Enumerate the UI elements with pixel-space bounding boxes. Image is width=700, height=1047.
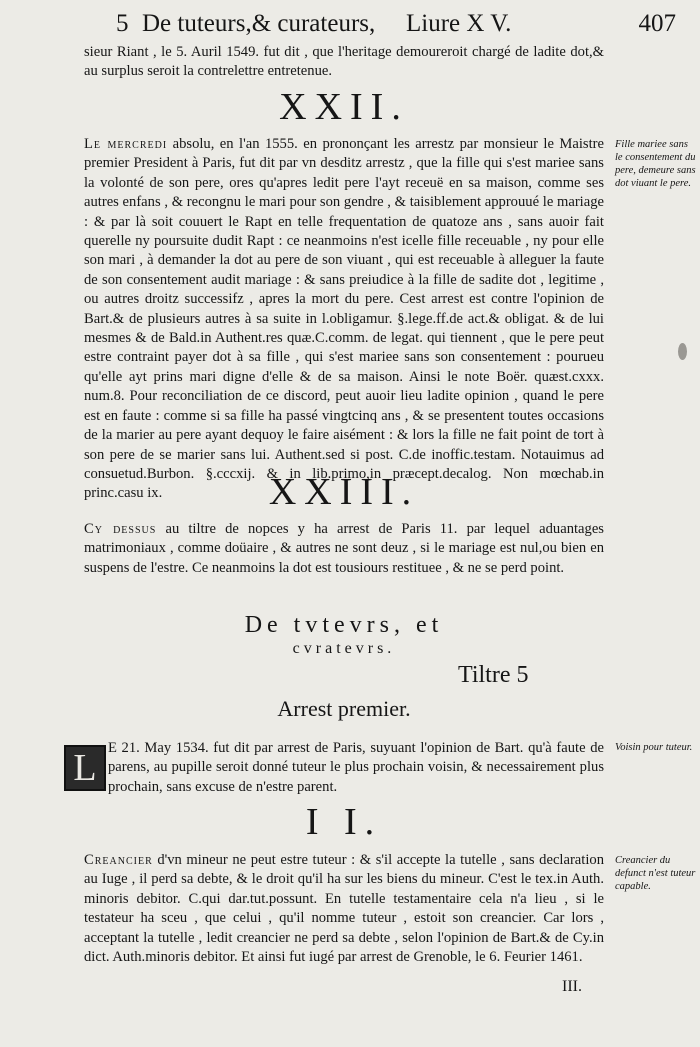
page-number: 407 <box>638 10 676 37</box>
intro-paragraph: sieur Riant , le 5. Auril 1549. fut dit , que l'heritage demoureroit chargé de ladite dot,& au surplus seroit la contrelettre entretenue. <box>84 44 604 80</box>
arrest-premier-paragraph: E 21. May 1534. fut dit par arrest de Paris, suyuant l'opinion de Bart. qu'à faute de parens, au pupille seroit donné tuteur le plus prochain voisin, & necessairement plus prochain, sans excuse de n'estre parent. <box>108 740 604 795</box>
book-number: Liure X V. <box>406 10 512 37</box>
tutelle-title: De tvtevrs, et <box>244 612 444 638</box>
margin-note-creancier: Creancier du defunct n'est tuteur capable. <box>615 855 696 892</box>
tutelle-subtitle: cvratevrs. <box>292 640 396 657</box>
section-ii-lead: Creancier <box>84 852 153 868</box>
page-mark <box>678 343 687 360</box>
section-xxii-text: absolu, en l'an 1555. en prononçant les arrestz par monsieur le Maistre premier President à Paris, fut dit par vn desditz arrestz , que la fille qui s'est mariee sans la volonté de son pere, ores qu'apres ledit pere l'ayt receuë en sa maison, comme ses autres enfans , & recongnu le mari pour son gendre , & taisiblement approuué le mariage : & par là soit couuert le Rapt en telle frequentation de quatoze ans , sans auoir fait querelle ny poursuite dudit Rapt : ce neanmoins n'est icelle fille receuable , ny pour elle son mari , à demander la dot au pere de son viuant , qui est receuable à alleguer la faute de son consentement audit mariage : & sans preiudice à la fille de sadite dot , legitime , ou autres droitz successifz , apres la mort du pere. Cest arrest est contre l'opinion de Bart.& de plusieurs autres à sa suite in l.obligamur. §.lege.ff.de act.& obligat. & de lui mesmes & de Bald.in Authent.res quæ.C.comm. de legat. qui tiennent , que le pere peut estre contraint payer dot à sa fille , qui s'est mariee sans son consentement : pourueu qu'elle ayt prins mari digne d'elle & de sa maison. Ainsi le note Boër. quæst.cxxx. num.8. Pour reconciliation de ce discord, peut auoir lieu ladite opinion , quand le pere est en faute : comme si sa fille ha passé vingtcinq ans , & se presentent toutes occasions de la marier au pere ayant dequoy le faire aisément : & lors la fille ne fait point de tort à son pere de se marier sans lui. Authent.sed si post. C.de inoffic.testam. Notauimus ad consuetud.Burbon. §.cccxij. & in lib.primo,in præcept.decalog. Non mœchab.in princ.casu ix. <box>84 136 604 502</box>
section-ii-paragraph <box>84 851 604 967</box>
section-numeral-xxii: XXII. <box>279 86 409 128</box>
dropcap-letter: L <box>64 745 106 791</box>
section-numeral-xxiii: XXIII. <box>268 471 420 513</box>
section-xxiii-lead: Cy dessus <box>84 521 157 537</box>
section-numeral-ii: I I. <box>305 801 383 843</box>
section-xxiii-text: au tiltre de nopces y ha arrest de Paris 11. par lequel aduantages matrimoniaux , comme doüaire , & autres ne sont deuz , si le mariage est nul,ou bien en suspens de l'estre. Ce neanmoins la dot est tousiours restituee , & ne se perd point. <box>84 521 604 576</box>
section-xxii-lead: Le mercredi <box>84 136 168 152</box>
section-xxii-paragraph <box>84 135 604 504</box>
arrest-premier-heading: Arrest premier. <box>277 696 411 721</box>
section-xxiii-paragraph <box>84 520 604 578</box>
margin-note-fille: Fille mariee sans le consentement du pere, demeure sans dot viuant le pere. <box>615 139 696 189</box>
tiltre-label: Tiltre 5 <box>458 662 529 688</box>
title-number: 5 <box>116 10 129 37</box>
running-title: De tuteurs,& curateurs, <box>142 10 376 37</box>
margin-note-voisin: Voisin pour tuteur. <box>615 742 693 753</box>
section-ii-text: d'vn mineur ne peut estre tuteur : & s'il accepte la tutelle , sans declaration au Iuge , il perd sa debte, & le droit qu'il ha sur les biens du mineur. C'est le tex.in Auth. minoris debitor. C.qui dar.tut.possunt. En tutelle testamentaire cela n'a lieu , si le testateur ha sceu , que celui , qu'il nomme tuteur , estoit son creancier. Car lors , acceptant la tutelle , ledit creancier ne perd sa debte , selon l'opinion de Bart.& de Cy.in dict. Auth.minoris debitor. Et ainsi fut iugé par arrest de Grenoble, le 6. Feurier 1461. <box>84 852 604 966</box>
running-header <box>116 10 676 42</box>
next-section-catchword: III. <box>562 978 582 995</box>
